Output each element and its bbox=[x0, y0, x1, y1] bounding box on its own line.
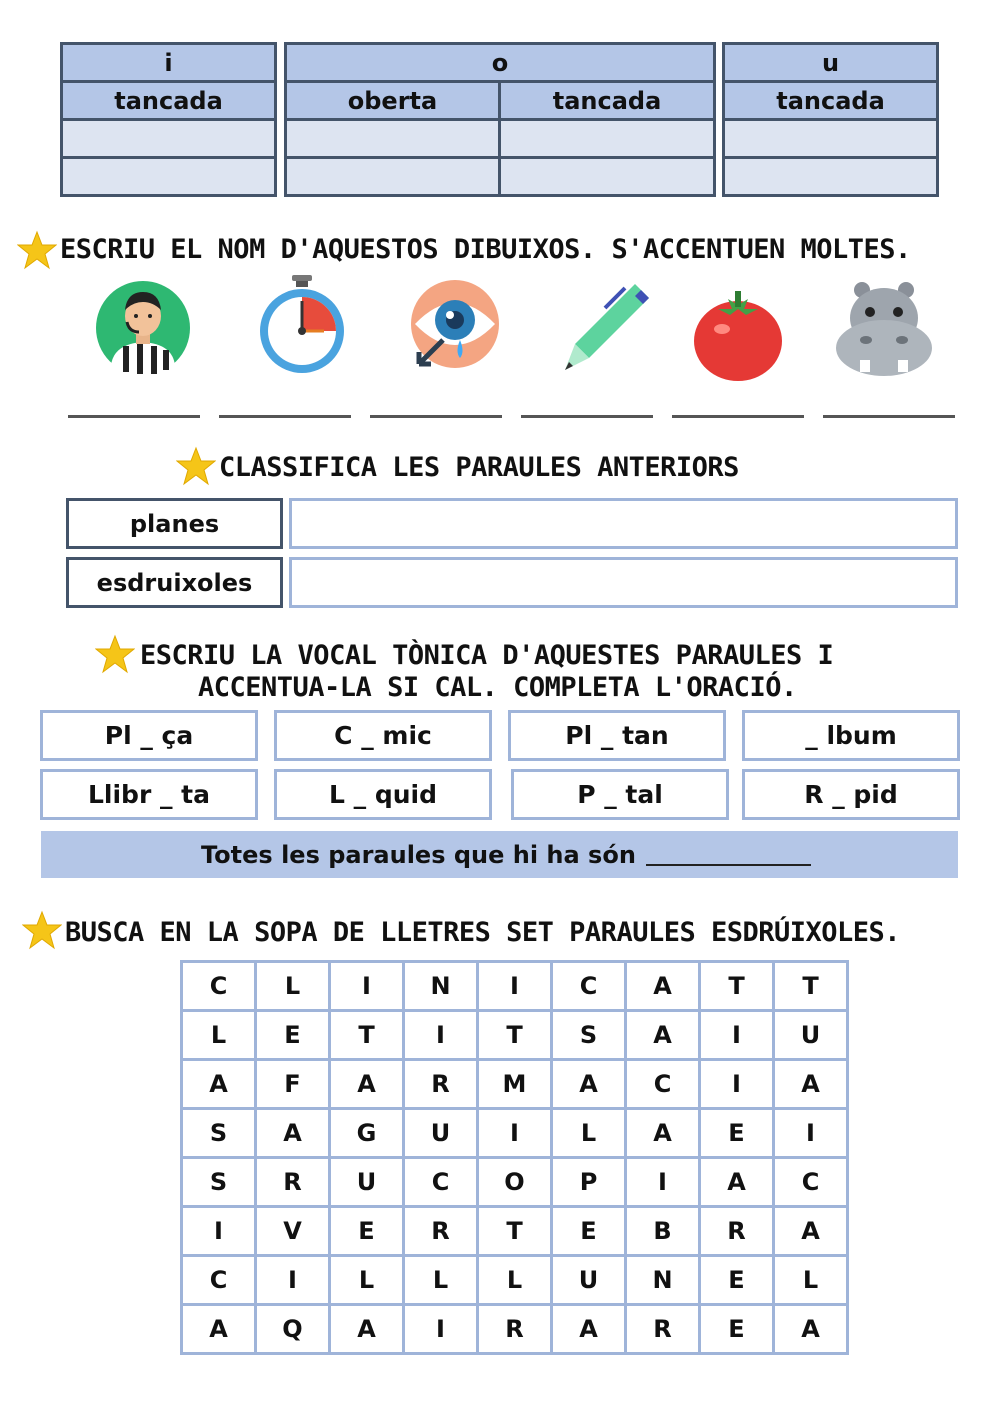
word-search-cell[interactable]: L bbox=[330, 1256, 404, 1305]
word-search-row bbox=[182, 1256, 848, 1305]
word-search-cell[interactable]: L bbox=[256, 962, 330, 1011]
tonic-word[interactable]: L _ quid bbox=[274, 769, 492, 820]
word-search-cell[interactable]: S bbox=[182, 1158, 256, 1207]
tonic-word[interactable]: Pl _ ça bbox=[40, 710, 258, 761]
vowel-sub-o-oberta: oberta bbox=[284, 80, 501, 121]
word-search-cell[interactable]: I bbox=[404, 1305, 478, 1354]
word-search-cell[interactable]: Q bbox=[256, 1305, 330, 1354]
sentence-blank[interactable] bbox=[646, 844, 811, 866]
word-search-cell[interactable]: R bbox=[404, 1060, 478, 1109]
word-search-cell[interactable]: N bbox=[626, 1256, 700, 1305]
word-search-cell[interactable]: R bbox=[478, 1305, 552, 1354]
word-search-cell[interactable]: U bbox=[404, 1109, 478, 1158]
word-search-cell[interactable]: B bbox=[626, 1207, 700, 1256]
tonic-word[interactable]: R _ pid bbox=[742, 769, 960, 820]
picture-answer-line[interactable] bbox=[68, 415, 200, 418]
vowel-answer-cell[interactable] bbox=[284, 156, 501, 197]
word-search-cell[interactable]: L bbox=[478, 1256, 552, 1305]
word-search-cell[interactable]: E bbox=[700, 1256, 774, 1305]
word-search-cell[interactable]: A bbox=[774, 1305, 848, 1354]
word-search-cell[interactable]: A bbox=[700, 1158, 774, 1207]
word-search-cell[interactable]: C bbox=[182, 1256, 256, 1305]
word-search-row bbox=[182, 1305, 848, 1354]
word-search-cell[interactable]: S bbox=[552, 1011, 626, 1060]
word-search-cell[interactable]: C bbox=[774, 1158, 848, 1207]
word-search-row bbox=[182, 962, 848, 1011]
word-search-cell[interactable]: T bbox=[330, 1011, 404, 1060]
word-search-cell[interactable]: M bbox=[478, 1060, 552, 1109]
word-search-row bbox=[182, 1011, 848, 1060]
word-search-cell[interactable]: E bbox=[700, 1305, 774, 1354]
word-search-cell[interactable]: I bbox=[626, 1158, 700, 1207]
word-search-cell[interactable]: E bbox=[700, 1109, 774, 1158]
picture-answer-line[interactable] bbox=[823, 415, 955, 418]
word-search-cell[interactable]: A bbox=[256, 1109, 330, 1158]
word-search-cell[interactable]: A bbox=[552, 1305, 626, 1354]
classify-label-planes: planes bbox=[66, 498, 283, 549]
tonic-word[interactable]: Llibr _ ta bbox=[40, 769, 258, 820]
word-search-cell[interactable]: O bbox=[478, 1158, 552, 1207]
section4-title: BUSCA EN LA SOPA DE LLETRES SET PARAULES ESDRÚIXOLES. bbox=[65, 917, 901, 948]
word-search-cell[interactable]: I bbox=[330, 962, 404, 1011]
vowel-sub-o-tancada: tancada bbox=[498, 80, 716, 121]
word-search-cell[interactable]: E bbox=[552, 1207, 626, 1256]
word-search-cell[interactable]: I bbox=[774, 1109, 848, 1158]
word-search-cell[interactable]: T bbox=[478, 1207, 552, 1256]
tonic-word[interactable]: Pl _ tan bbox=[508, 710, 726, 761]
section3-title-line1: ESCRIU LA VOCAL TÒNICA D'AQUESTES PARAULES I bbox=[140, 640, 834, 671]
word-search-cell[interactable]: I bbox=[404, 1011, 478, 1060]
word-search-cell[interactable]: A bbox=[330, 1305, 404, 1354]
vowel-header-u: u bbox=[722, 42, 939, 83]
word-search-cell[interactable]: N bbox=[404, 962, 478, 1011]
tonic-word[interactable]: _ lbum bbox=[742, 710, 960, 761]
tomato-icon bbox=[688, 285, 788, 385]
tonic-word[interactable]: P _ tal bbox=[511, 769, 729, 820]
word-search-cell[interactable]: V bbox=[256, 1207, 330, 1256]
hippo-icon bbox=[834, 278, 934, 378]
word-search-cell[interactable]: I bbox=[478, 1109, 552, 1158]
word-search-cell[interactable]: A bbox=[774, 1060, 848, 1109]
picture-answer-line[interactable] bbox=[219, 415, 351, 418]
word-search-cell[interactable]: A bbox=[626, 1011, 700, 1060]
section2-title: CLASSIFICA LES PARAULES ANTERIORS bbox=[219, 452, 739, 483]
word-search-cell[interactable]: E bbox=[330, 1207, 404, 1256]
word-search-cell[interactable]: I bbox=[182, 1207, 256, 1256]
stopwatch-icon bbox=[252, 275, 352, 375]
vowel-answer-cell[interactable] bbox=[60, 156, 277, 197]
word-search-cell[interactable]: A bbox=[626, 1109, 700, 1158]
word-search-cell[interactable]: R bbox=[256, 1158, 330, 1207]
word-search-cell[interactable]: I bbox=[700, 1011, 774, 1060]
vowel-sub-i-tancada: tancada bbox=[60, 80, 277, 121]
eye-icon bbox=[405, 278, 505, 378]
vowel-header-i: i bbox=[60, 42, 277, 83]
picture-answer-line[interactable] bbox=[370, 415, 502, 418]
vowel-answer-cell[interactable] bbox=[60, 118, 277, 159]
word-search-cell[interactable]: R bbox=[626, 1305, 700, 1354]
vowel-answer-cell[interactable] bbox=[722, 156, 939, 197]
classify-input-planes[interactable] bbox=[289, 498, 958, 549]
word-search-cell[interactable]: C bbox=[404, 1158, 478, 1207]
star-icon bbox=[176, 446, 216, 486]
vowel-answer-cell[interactable] bbox=[722, 118, 939, 159]
vowel-answer-cell[interactable] bbox=[498, 118, 716, 159]
word-search-cell[interactable]: A bbox=[330, 1060, 404, 1109]
word-search-cell[interactable]: I bbox=[478, 962, 552, 1011]
word-search-cell[interactable]: P bbox=[552, 1158, 626, 1207]
star-icon bbox=[22, 910, 62, 950]
sentence-text: Totes les paraules que hi ha són bbox=[201, 840, 636, 869]
tonic-word[interactable]: C _ mic bbox=[274, 710, 492, 761]
section3-title-line2: ACCENTUA-LA SI CAL. COMPLETA L'ORACIÓ. bbox=[198, 672, 797, 703]
word-search-row bbox=[182, 1158, 848, 1207]
complete-sentence bbox=[41, 831, 958, 878]
vowel-answer-cell[interactable] bbox=[498, 156, 716, 197]
section1-title: ESCRIU EL NOM D'AQUESTOS DIBUIXOS. S'ACCENTUEN MOLTES. bbox=[60, 234, 911, 265]
classify-label-esdruixoles: esdruixoles bbox=[66, 557, 283, 608]
word-search-cell[interactable]: A bbox=[182, 1060, 256, 1109]
word-search-cell[interactable]: U bbox=[330, 1158, 404, 1207]
word-search-cell[interactable]: I bbox=[700, 1060, 774, 1109]
word-search-cell[interactable]: T bbox=[700, 962, 774, 1011]
word-search-cell[interactable]: T bbox=[478, 1011, 552, 1060]
word-search-cell[interactable]: T bbox=[774, 962, 848, 1011]
word-search-cell[interactable]: S bbox=[182, 1109, 256, 1158]
word-search-grid bbox=[180, 960, 849, 1355]
classify-input-esdruixoles[interactable] bbox=[289, 557, 958, 608]
word-search-cell[interactable]: R bbox=[404, 1207, 478, 1256]
vowel-header-o: o bbox=[284, 42, 716, 83]
word-search-cell[interactable]: A bbox=[182, 1305, 256, 1354]
word-search-cell[interactable]: G bbox=[330, 1109, 404, 1158]
star-icon bbox=[17, 230, 57, 270]
word-search-cell[interactable]: L bbox=[182, 1011, 256, 1060]
word-search-cell[interactable]: L bbox=[774, 1256, 848, 1305]
word-search-cell[interactable]: E bbox=[256, 1011, 330, 1060]
vowel-sub-u-tancada: tancada bbox=[722, 80, 939, 121]
word-search-cell[interactable]: C bbox=[182, 962, 256, 1011]
pen-icon bbox=[555, 278, 655, 378]
word-search-cell[interactable]: C bbox=[552, 962, 626, 1011]
word-search-cell[interactable]: R bbox=[700, 1207, 774, 1256]
star-icon bbox=[95, 634, 135, 674]
word-search-cell[interactable]: A bbox=[774, 1207, 848, 1256]
picture-answer-line[interactable] bbox=[521, 415, 653, 418]
word-search-cell[interactable]: I bbox=[256, 1256, 330, 1305]
word-search-cell[interactable]: F bbox=[256, 1060, 330, 1109]
word-search-row bbox=[182, 1109, 848, 1158]
word-search-row bbox=[182, 1207, 848, 1256]
word-search-cell[interactable]: U bbox=[552, 1256, 626, 1305]
word-search-cell[interactable]: L bbox=[404, 1256, 478, 1305]
word-search-row bbox=[182, 1060, 848, 1109]
word-search-cell[interactable]: C bbox=[626, 1060, 700, 1109]
picture-answer-line[interactable] bbox=[672, 415, 804, 418]
word-search-cell[interactable]: A bbox=[552, 1060, 626, 1109]
vowel-answer-cell[interactable] bbox=[284, 118, 501, 159]
referee-icon bbox=[93, 278, 193, 378]
word-search-cell[interactable]: A bbox=[626, 962, 700, 1011]
word-search-cell[interactable]: U bbox=[774, 1011, 848, 1060]
word-search-cell[interactable]: L bbox=[552, 1109, 626, 1158]
